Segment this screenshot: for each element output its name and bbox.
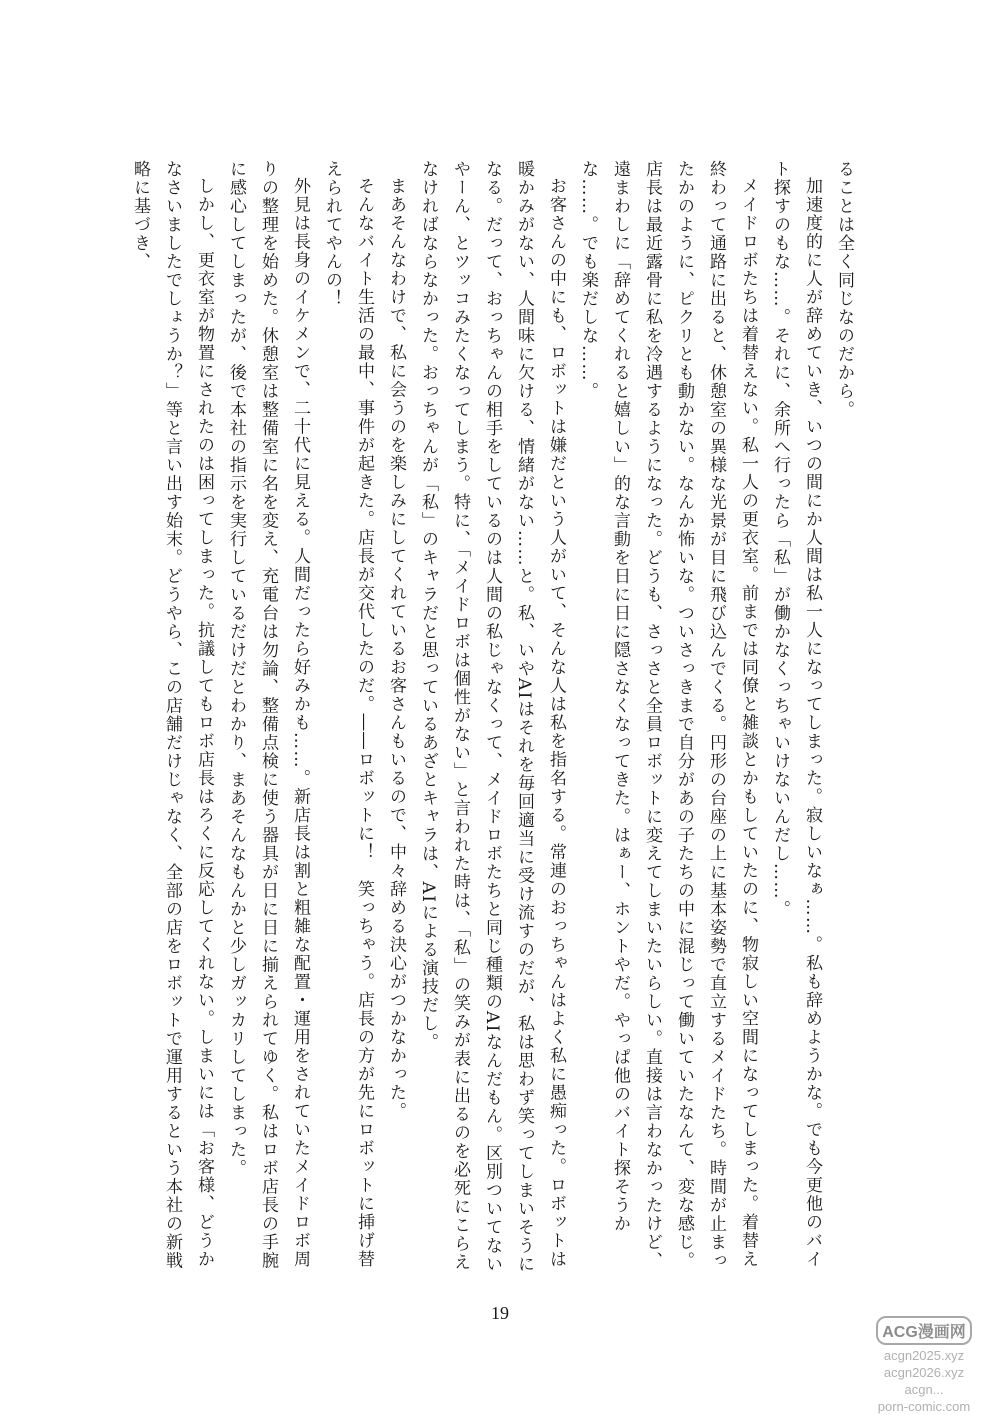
watermark-line: acgn2026.xyz [883,1365,965,1380]
paragraph: 加速度的に人が辞めていき、いつの間にか人間は私一人になってしまった。寂しいなぁ……。私も辞めようかな。でも今更他のバイト探すのもな……。それに、余所へ行ったら「私」が働かなくっちゃいけないんだし……。 [770,160,822,1269]
watermark-line: porn-comic.com [877,1399,971,1414]
paragraph: ることは全く同じなのだから。 [834,160,854,419]
paragraph: メイドロボたちは着替えない。私一人の更衣室。前までは同僚と雑談とかもしていたのに、物寂しい空間になってしまった。着替え終わって通路に出ると、休憩室の異様な光景が目に飛び込んでくる。円形の台座の上に基本姿勢で直立するメイドたち。時間が止まったかのように、ピクリとも動かない。なんか怖いな。ついさっきまで自分があの子たちの中に混じって働いていたなんて、変な感じ。店長は最近露骨に私を冷遇するようになった。どうも、さっさと全員ロボットに変えてしまいたいらしい。直接は言わなかったけど、遠まわしに「辞めてくれると嬉しい」的な言動を日に日に隠さなくなってきた。はぁー、ホントやだ。やっぱ他のバイト探そうかな……。でも楽だしな……。 [578,160,758,1270]
watermark [854,1316,994,1414]
page-number: 19 [491,1303,509,1323]
paragraph: お客さんの中にも、ロボットは嫌だという人がいて、そんな人は私を指名する。常連のおっちゃんはよく私に愚痴った。ロボットは暖かみがない、人間味に欠ける、情緒がない……と。私、いやAIはそれを毎回適当に受け流すのだが、私は思わず笑ってしまいそうになる。だって、おっちゃんの相手をしているのは人間の私じゃなくって、メイドロボたちと同じ種類のAIなんだもん。区別ついてないやーん、とツッコみたくなってしまう。特に、「メイドロボは個性がない」と言われた時は、「私」の笑みが表に出るのを必死にこらえなければならなかった。おっちゃんが「私」のキャラだと思っているあざとキャラは、AIによる演技だし。 [418,160,566,1274]
vertical-text-body [130,160,860,1280]
watermark-line: acgn2025.xyz [883,1348,965,1363]
watermark-line: acgn... [904,1382,944,1397]
paragraph: まあそんなわけで、私に会うのを楽しみにしてくれているお客さんもいるので、中々辞める決心がつかなかった。 [386,177,406,1121]
paragraph: しかし、更衣室が物置にされたのは困ってしまった。抗議してもロボ店長はろくに反応してくれない。しまいには「お客様、どうかなさいましたでしょうか？」等と言い出す始末。どうやら、この店舗だけじゃなく、全部の店をロボットで運用するという本社の新戦略に基づき、 [130,160,214,1270]
paragraph: そんなバイト生活の最中、事件が起きた。店長が交代したのだ。――ロボットに！ 笑っちゃう。店長の方が先にロボットに挿げ替えられてやんの！ [322,160,374,1269]
paragraph: 外見は長身のイケメンで、二十代に見える。人間だったら好みかも……。新店長は割と粗雑な配置・運用をされていたメイドロボ周りの整理を始めた。休憩室は整備室に名を変え、充電台は勿論、整備点検に使う器具が日に日に揃えられてゆく。私はロボ店長の手腕に感心してしまったが、後で本社の指示を実行しているだけだとわかり、まあそんなもんかと少しガッカリしてしまった。 [226,160,310,1270]
watermark-logo: ACG漫画网 [876,1316,972,1345]
